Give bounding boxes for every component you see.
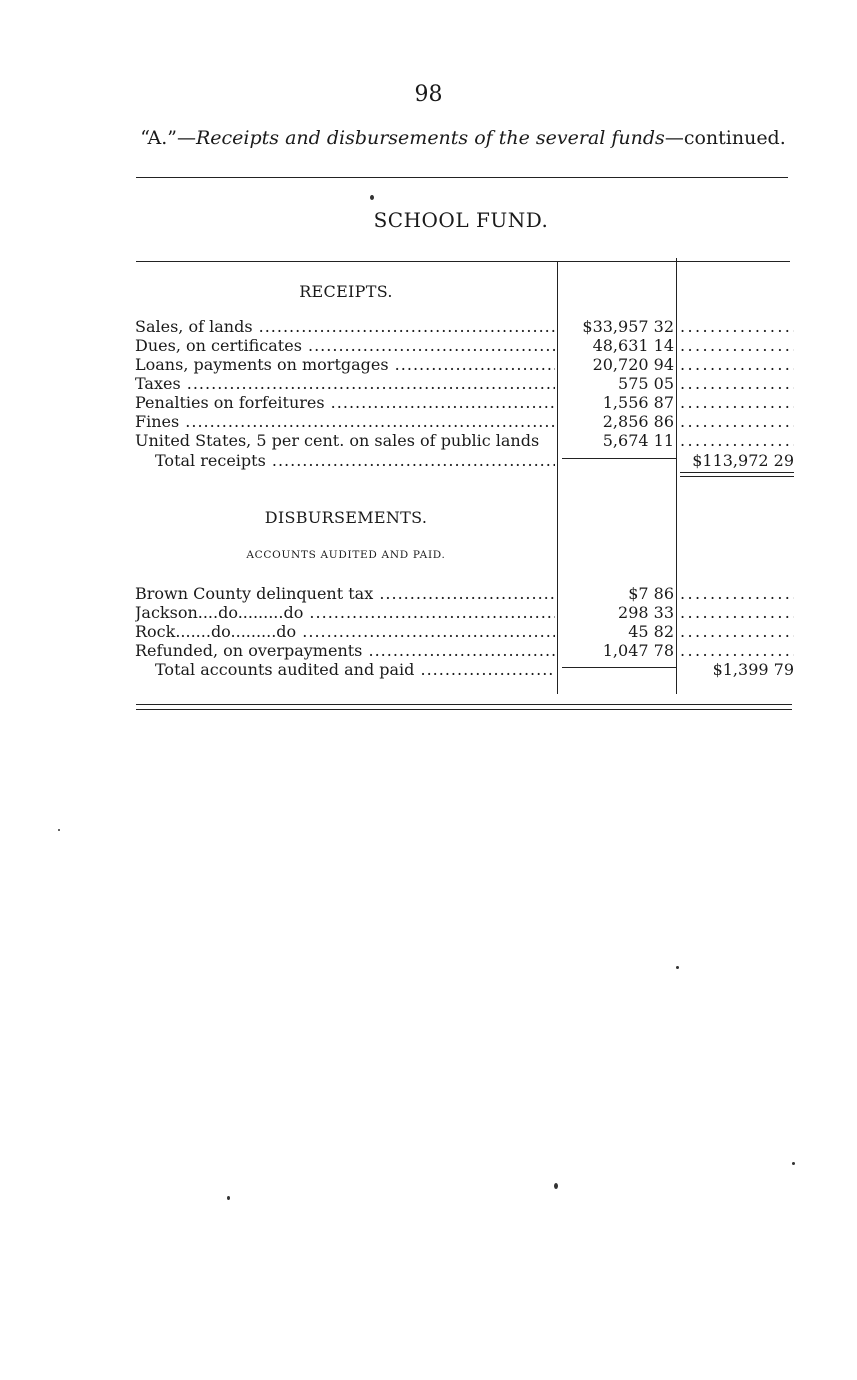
leader-dots bbox=[680, 337, 794, 355]
table-bottom-rule-top bbox=[136, 704, 792, 705]
receipt-row bbox=[0, 432, 857, 450]
page-number: 98 bbox=[414, 82, 443, 107]
total-receipts-label-text: Total receipts ..... bbox=[155, 452, 555, 470]
heading-prefix: “A.”— bbox=[140, 127, 196, 149]
receipt-amount: 5,674 11 bbox=[602, 431, 674, 450]
receipt-amount: 2,856 86 bbox=[602, 412, 674, 431]
leader-dots bbox=[680, 375, 794, 393]
disbursement-row bbox=[0, 585, 857, 603]
disbursement-label-text: Brown County delinquent tax ..... bbox=[135, 585, 555, 603]
receipt-label-text: Dues, on certificates ..... bbox=[135, 337, 555, 355]
receipt-label-text: Penalties on forfeitures ..... bbox=[135, 394, 555, 412]
total-receipts-amount: $113,972 29 bbox=[692, 451, 794, 470]
disbursement-amount: 45 82 bbox=[628, 622, 674, 641]
receipt-amount: 20,720 94 bbox=[592, 355, 674, 374]
disbursements-title: DISBURSEMENTS. bbox=[264, 508, 428, 527]
ink-speck bbox=[676, 966, 679, 969]
page-heading bbox=[118, 127, 808, 149]
receipt-row bbox=[0, 318, 857, 336]
receipt-row bbox=[0, 413, 857, 431]
disbursement-label-text: Refunded, on overpayments ..... bbox=[135, 642, 555, 660]
table-top-rule bbox=[136, 261, 790, 262]
ink-speck bbox=[227, 1196, 230, 1200]
total-disbursements-label bbox=[155, 661, 555, 679]
leader-dots bbox=[680, 394, 794, 412]
receipt-amount: 575 05 bbox=[618, 374, 674, 393]
leader-dots bbox=[680, 623, 794, 641]
receipt-label bbox=[135, 432, 555, 450]
fund-title: SCHOOL FUND. bbox=[373, 208, 549, 232]
receipt-row bbox=[0, 356, 857, 374]
receipt-row bbox=[0, 337, 857, 355]
disbursement-label bbox=[135, 585, 555, 603]
receipt-amount: $33,957 32 bbox=[582, 317, 674, 336]
receipt-label-text: United States, 5 per cent. on sales of public lands bbox=[135, 432, 540, 450]
ink-speck bbox=[370, 195, 374, 200]
ink-speck bbox=[554, 1183, 558, 1189]
total-disbursements-amount: $1,399 79 bbox=[712, 660, 794, 679]
disbursements-total-row bbox=[0, 661, 857, 679]
disbursement-amount: 298 33 bbox=[618, 603, 674, 622]
receipt-label-text: Loans, payments on mortgages ..... bbox=[135, 356, 555, 374]
leader-dots bbox=[680, 585, 794, 603]
leader-dots bbox=[680, 642, 794, 660]
leader-dots bbox=[680, 356, 794, 374]
receipt-label-text: Taxes ..... bbox=[135, 375, 555, 393]
receipt-label bbox=[135, 413, 555, 431]
leader-dots bbox=[680, 432, 794, 450]
heading-rule bbox=[136, 177, 788, 178]
disbursements-subtitle: ACCOUNTS AUDITED AND PAID. bbox=[246, 549, 446, 561]
receipts-total-row bbox=[0, 452, 857, 470]
receipts-total-double-rule-bottom bbox=[680, 476, 794, 477]
disbursement-label-text: Jackson....do.........do ..... bbox=[135, 604, 555, 622]
receipt-row bbox=[0, 394, 857, 412]
heading-italic: Receipts and disbursements of the several funds bbox=[195, 127, 665, 149]
receipt-amount: 48,631 14 bbox=[592, 336, 674, 355]
receipt-label-text: Fines ..... bbox=[135, 413, 555, 431]
table-bottom-rule-bottom bbox=[136, 709, 792, 710]
receipt-row bbox=[0, 375, 857, 393]
disbursement-row bbox=[0, 604, 857, 622]
receipt-label-text: Sales, of lands ..... bbox=[135, 318, 555, 336]
total-receipts-label bbox=[155, 452, 555, 470]
receipt-amount: 1,556 87 bbox=[602, 393, 674, 412]
ink-speck bbox=[58, 829, 60, 831]
leader-dots bbox=[680, 413, 794, 431]
disbursement-amount: $7 86 bbox=[628, 584, 674, 603]
receipt-label bbox=[135, 375, 555, 393]
disbursement-row bbox=[0, 623, 857, 641]
disbursement-row bbox=[0, 642, 857, 660]
receipt-label bbox=[135, 337, 555, 355]
disbursement-label bbox=[135, 623, 555, 641]
receipt-label bbox=[135, 394, 555, 412]
leader-dots bbox=[680, 318, 794, 336]
disbursement-label bbox=[135, 642, 555, 660]
receipt-label bbox=[135, 318, 555, 336]
receipts-title: RECEIPTS. bbox=[299, 282, 393, 301]
heading-suffix: —continued. bbox=[664, 127, 786, 149]
total-disbursements-label-text: Total accounts audited and paid ..... bbox=[155, 661, 555, 679]
disbursement-label bbox=[135, 604, 555, 622]
leader-dots bbox=[680, 604, 794, 622]
receipts-total-double-rule-top bbox=[680, 472, 794, 473]
disbursement-amount: 1,047 78 bbox=[602, 641, 674, 660]
disbursement-label-text: Rock.......do.........do ..... bbox=[135, 623, 555, 641]
ink-speck bbox=[792, 1162, 795, 1165]
receipt-label bbox=[135, 356, 555, 374]
